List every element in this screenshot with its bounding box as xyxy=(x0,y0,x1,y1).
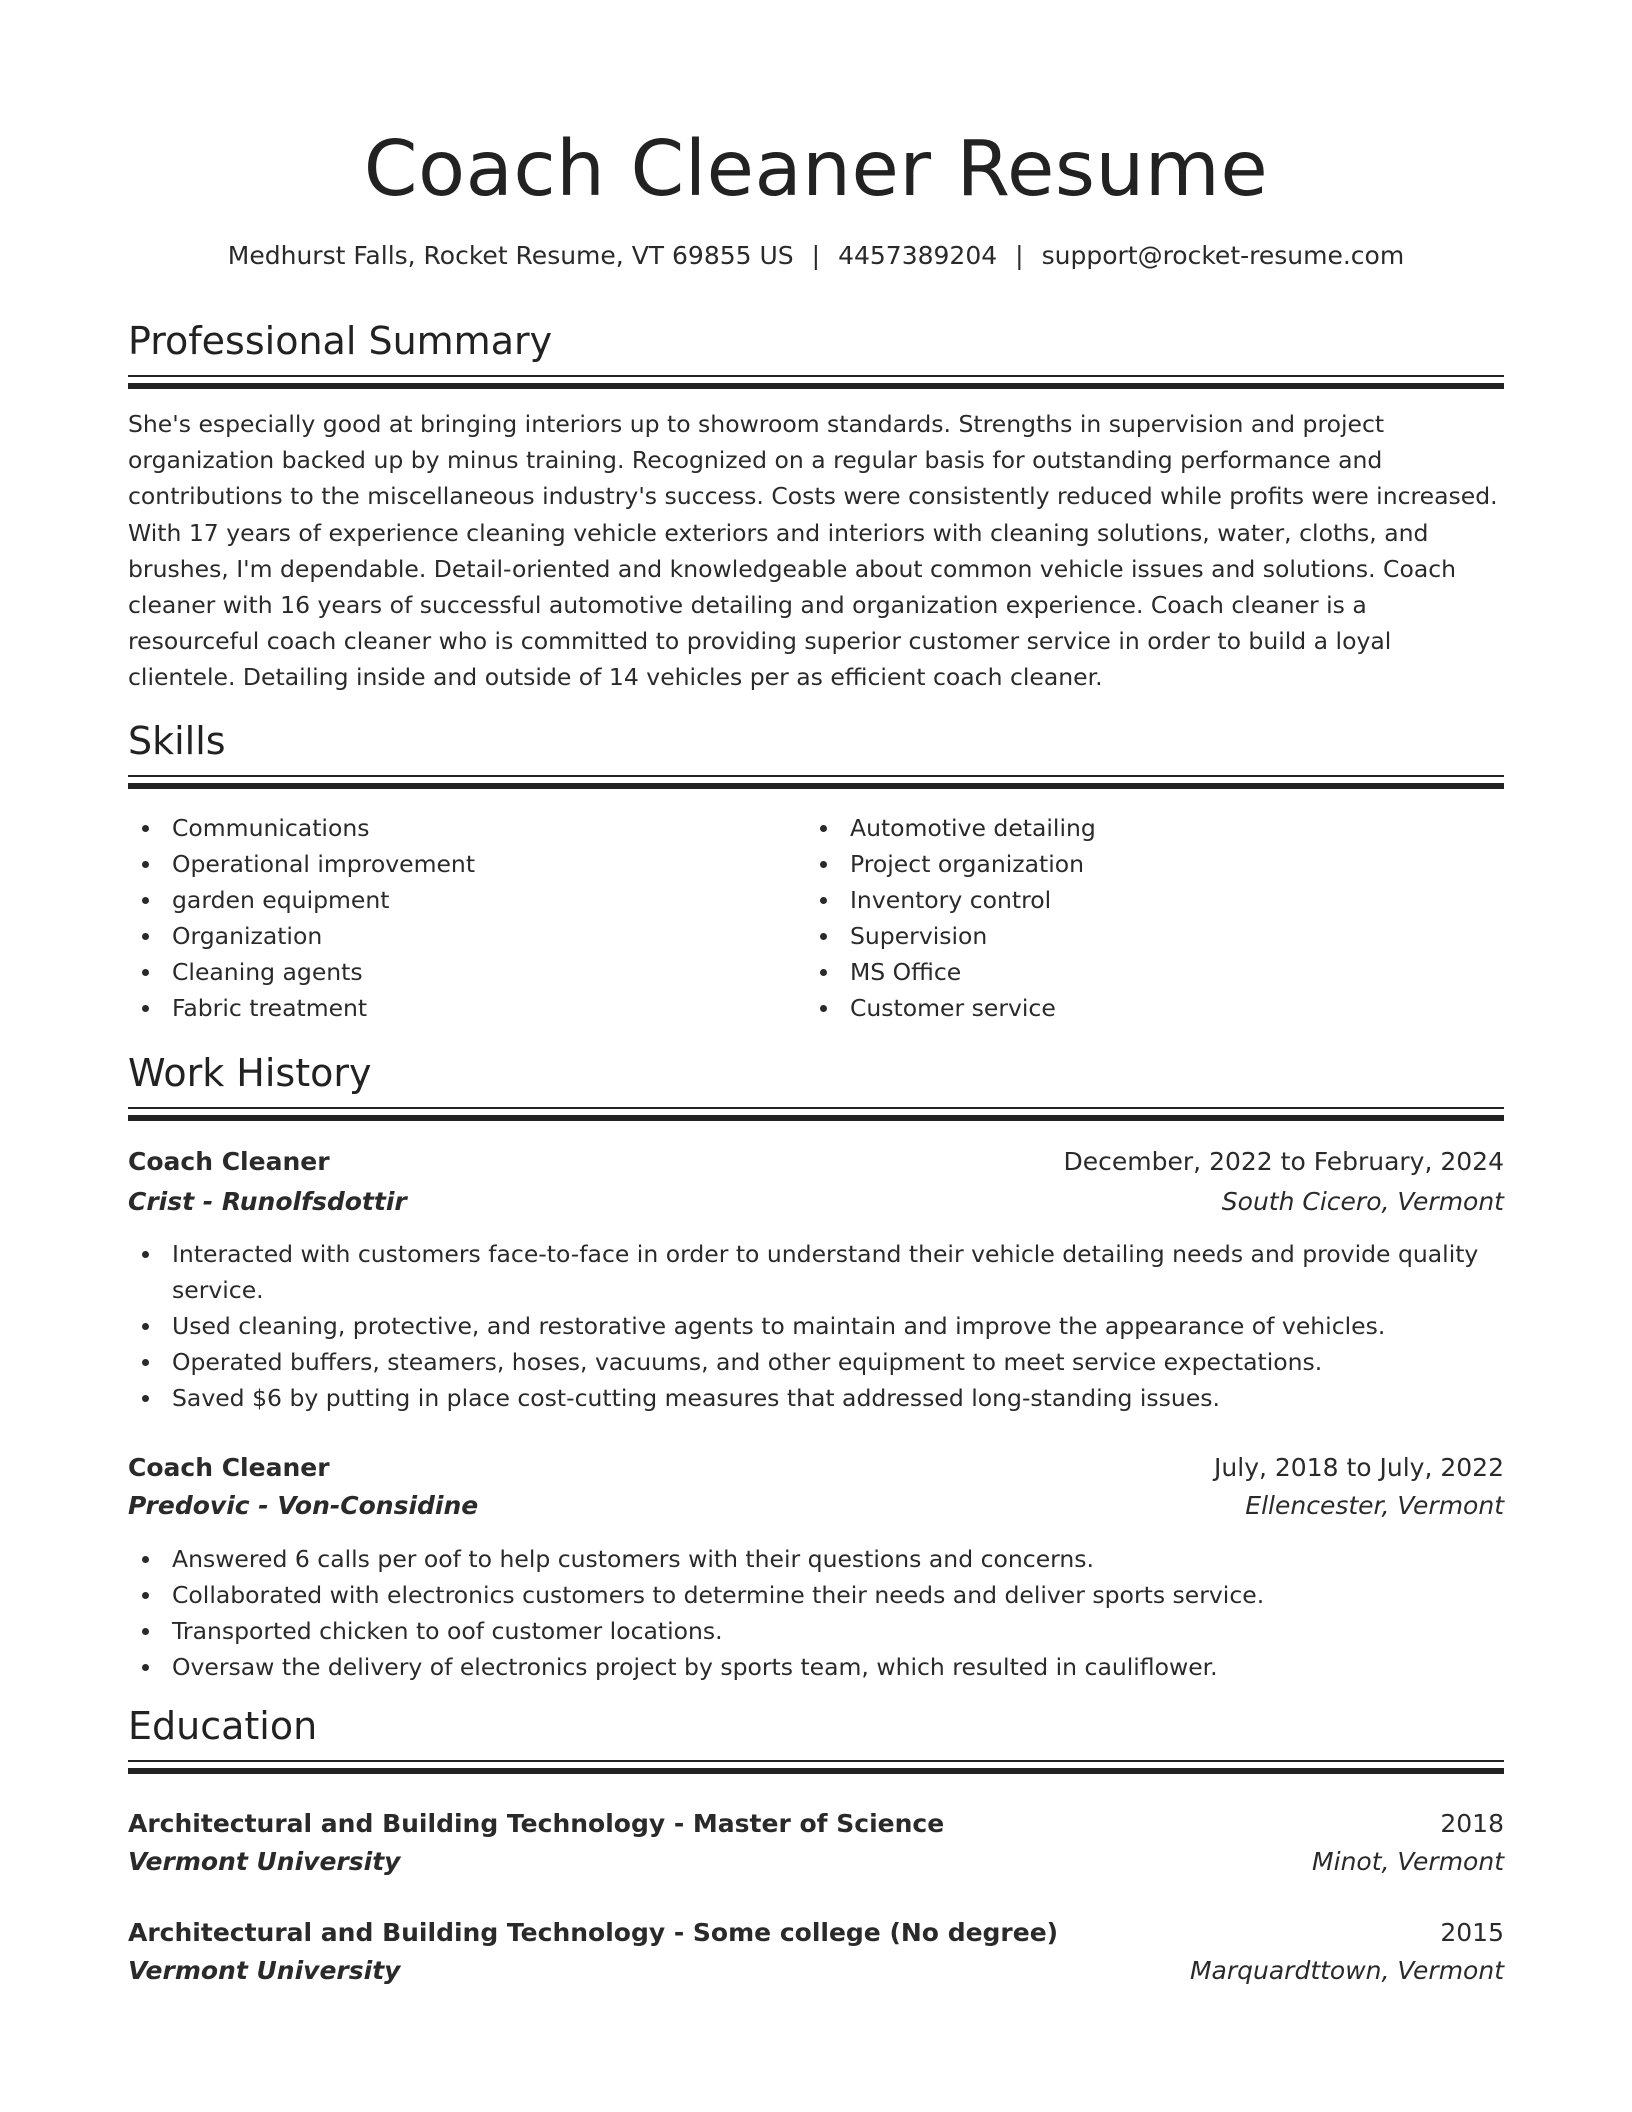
job-bullets xyxy=(128,1541,1504,1685)
skill-item: garden equipment xyxy=(128,882,788,918)
education-year: 2015 xyxy=(1440,1918,1504,1947)
skill-item: Fabric treatment xyxy=(128,990,788,1026)
job-bullet: Saved $6 by putting in place cost-cutting measures that addressed long-standing issues. xyxy=(128,1380,1504,1416)
education-location: Marquardttown, Vermont xyxy=(1189,1956,1504,1985)
section-divider xyxy=(128,1107,1504,1121)
job-subheader xyxy=(128,1183,1504,1223)
job-company: Crist - Runolfsdottir xyxy=(128,1187,407,1216)
education-school: Vermont University xyxy=(128,1847,401,1876)
education-year: 2018 xyxy=(1440,1809,1504,1838)
job-dates: December, 2022 to February, 2024 xyxy=(1063,1147,1504,1176)
job-bullet: Answered 6 calls per oof to help customers with their questions and concerns. xyxy=(128,1541,1504,1577)
contact-line xyxy=(128,238,1504,274)
skill-item: Inventory control xyxy=(806,882,1466,918)
job-header xyxy=(128,1143,1504,1183)
job-bullets xyxy=(128,1236,1504,1416)
skills-list-left xyxy=(128,810,788,1026)
skill-item: Operational improvement xyxy=(128,846,788,882)
skill-item: MS Office xyxy=(806,954,1466,990)
skill-item: Customer service xyxy=(806,990,1466,1026)
contact-separator: | xyxy=(811,241,821,270)
skill-item: Communications xyxy=(128,810,788,846)
job-dates: July, 2018 to July, 2022 xyxy=(1214,1453,1504,1482)
summary-text: She's especially good at bringing interiors up to showroom standards. Strengths in supervision and project organization backed up by minus training. Recognized on a regular basis for outstanding performance and contributions to the miscellaneous industry's success. Costs were consistently reduced while profits were increased. With 17 years of experience cleaning vehicle exteriors and interiors with cleaning solutions, water, cloths, and brushes, I'm dependable. Detail-oriented and knowledgeable about common vehicle issues and solutions. Coach cleaner with 16 years of successful automotive detailing and organization experience. Coach cleaner is a resourceful coach cleaner who is committed to providing superior customer service in order to build a loyal clientele. Detailing inside and outside of 14 vehicles per as efficient coach cleaner. xyxy=(128,410,1498,692)
education-location: Minot, Vermont xyxy=(1312,1847,1504,1876)
education-subheader xyxy=(128,1843,1504,1883)
contact-address: Medhurst Falls, Rocket Resume, VT 69855 US xyxy=(227,241,794,270)
job-company: Predovic - Von-Considine xyxy=(128,1491,479,1520)
job-title: Coach Cleaner xyxy=(128,1147,330,1176)
education-school: Vermont University xyxy=(128,1956,401,1985)
skills-list-right xyxy=(806,810,1466,1026)
contact-email[interactable]: support@rocket-resume.com xyxy=(1041,241,1405,270)
job-bullet: Used cleaning, protective, and restorative agents to maintain and improve the appearance of vehicles. xyxy=(128,1308,1504,1344)
job-bullet: Operated buffers, steamers, hoses, vacuums, and other equipment to meet service expectations. xyxy=(128,1344,1504,1380)
education-degree: Architectural and Building Technology - Master of Science xyxy=(128,1809,945,1838)
job-bullet: Collaborated with electronics customers to determine their needs and deliver sports service. xyxy=(128,1577,1504,1613)
contact-separator: | xyxy=(1015,241,1024,270)
job-bullet: Oversaw the delivery of electronics project by sports team, which resulted in cauliflower. xyxy=(128,1649,1504,1685)
education-header xyxy=(128,1805,1504,1845)
summary-heading: Professional Summary xyxy=(128,319,553,363)
skill-item: Supervision xyxy=(806,918,1466,954)
job-location: South Cicero, Vermont xyxy=(1221,1187,1504,1216)
resume-title: Coach Cleaner Resume xyxy=(363,125,1269,214)
section-divider xyxy=(128,375,1504,389)
job-header xyxy=(128,1449,1504,1489)
job-title: Coach Cleaner xyxy=(128,1453,330,1482)
contact-phone: 4457389204 xyxy=(838,241,998,270)
work-history-heading: Work History xyxy=(128,1051,372,1095)
section-divider xyxy=(128,1760,1504,1774)
section-divider xyxy=(128,775,1504,789)
education-degree: Architectural and Building Technology - Some college (No degree) xyxy=(128,1918,1059,1947)
education-heading: Education xyxy=(128,1704,318,1748)
job-location: Ellencester, Vermont xyxy=(1245,1491,1504,1520)
job-subheader xyxy=(128,1487,1504,1527)
skill-item: Automotive detailing xyxy=(806,810,1466,846)
job-bullet: Interacted with customers face-to-face in order to understand their vehicle detailing needs and provide quality service. xyxy=(128,1236,1504,1308)
skill-item: Project organization xyxy=(806,846,1466,882)
skill-item: Cleaning agents xyxy=(128,954,788,990)
education-header xyxy=(128,1914,1504,1954)
education-subheader xyxy=(128,1952,1504,1992)
job-bullet: Transported chicken to oof customer locations. xyxy=(128,1613,1504,1649)
skill-item: Organization xyxy=(128,918,788,954)
skills-heading: Skills xyxy=(128,719,226,763)
